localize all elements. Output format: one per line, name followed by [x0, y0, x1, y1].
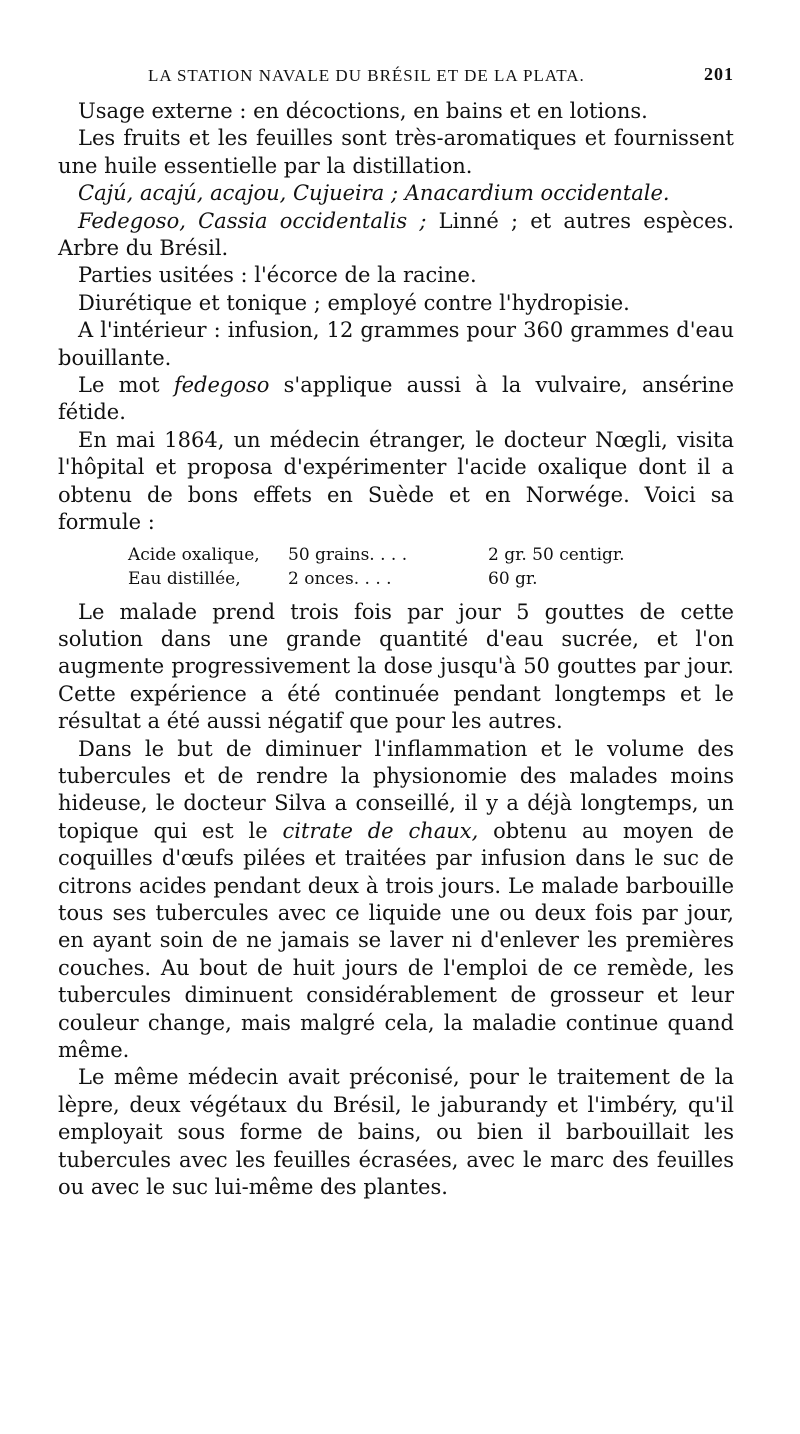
page-body — [58, 98, 734, 1201]
paragraph-text: Le même médecin avait préconisé, pour le traitement de la lèpre, deux végétaux du Brésil, le jaburandy et l'imbéry, qu'il employait sous forme de bains, ou bien il barbouillait les tubercules avec les feuilles écrasées, avec le marc des feuilles ou avec le suc lui-même des plantes. — [58, 1065, 734, 1200]
paragraph-text: Le malade prend trois fois par jour 5 gouttes de cette solution dans une grande quantité d'eau sucrée, et l'on augmente progressivement la dose jusqu'à 50 gouttes par jour. Cette expérience a été continuée pendant longtemps et le résultat a été aussi négatif que pour les autres. — [58, 599, 734, 734]
formula-quantity: 50 grains. . . . — [288, 544, 408, 565]
paragraph-text: A l'intérieur : infusion, 12 grammes pour 360 grammes d'eau bouillante. — [58, 318, 734, 370]
paragraph-text: Le mot — [78, 373, 174, 398]
plant-heading-fedegoso — [58, 208, 734, 263]
paragraph-text: obtenu au moyen de coquilles d'œufs pilées et traitées par infusion dans le suc de citrons acides pendant deux à trois jours. Le malade barbouille tous ses tubercules avec ce liquide une ou deux fois par jour, en ayant soin de ne jamais se laver ni d'enlever les premières couches. Au bout de huit jours de l'emploi de ce remède, les tubercules diminuent considérablement de grosseur et leur couleur change, mais malgré cela, la maladie continue quand même. — [58, 818, 735, 1062]
paragraph-text: Dans le but de diminuer l'inflammation et le volume des tubercules et de rendre la physionomie des malades moins hideuse, le docteur Silva a conseillé, il y a déjà longtemps, un topique qui est le — [58, 736, 734, 843]
paragraph-text: Les fruits et les feuilles sont très-aromatiques et fournissent une huile essentielle par la distillation. — [58, 126, 734, 178]
formula-table — [128, 543, 734, 591]
paragraph-text: s'applique aussi à la vulvaire, ansérine fétide. — [58, 373, 734, 425]
paragraph-noegli — [58, 427, 734, 537]
paragraph-diuretique — [58, 290, 734, 317]
paragraph-text: Diurétique et tonique ; employé contre l'hydropisie. — [78, 290, 630, 315]
paragraph-silva — [58, 736, 734, 1065]
plant-description: Linné ; et autres espèces. Arbre du Brésil. — [58, 208, 735, 261]
paragraph-fruits — [58, 125, 734, 180]
paragraph-text: En mai 1864, un médecin étranger, le docteur Nœgli, visita l'hôpital et proposa d'expérimenter l'acide oxalique dont il a obtenu de bons effets en Suède et en Norwége. Voici sa formule : — [58, 427, 734, 535]
paragraph-text: Usage externe : en décoctions, en bains et en lotions. — [78, 99, 648, 123]
paragraph-usage-externe — [58, 98, 734, 125]
plant-names: Cajú, acajú, acajou, Cujueira ; Anacardium occidentale. — [78, 181, 670, 206]
book-page — [58, 62, 734, 1201]
page-number: 201 — [704, 64, 734, 84]
italic-term: citrate de chaux, — [282, 818, 479, 843]
plant-heading-caju — [58, 180, 734, 207]
page-header — [58, 62, 734, 92]
formula-ingredient: Eau distillée, — [128, 568, 241, 589]
paragraph-lepre — [58, 1064, 734, 1201]
italic-term: fedegoso — [173, 373, 270, 398]
paragraph-malade-prend — [58, 599, 734, 736]
formula-row — [128, 567, 734, 591]
formula-row — [128, 543, 734, 567]
paragraph-parties — [58, 262, 734, 289]
formula-quantity: 2 onces. . . . — [288, 568, 392, 589]
formula-metric: 2 gr. 50 centigr. — [488, 544, 625, 565]
paragraph-mot-fedegoso — [58, 372, 734, 427]
formula-metric: 60 gr. — [488, 568, 538, 589]
formula-ingredient: Acide oxalique, — [128, 544, 260, 565]
plant-names: Fedegoso, Cassia occidentalis ; — [78, 208, 427, 233]
paragraph-text: Parties usitées : l'écorce de la racine. — [78, 263, 477, 288]
running-head: LA STATION NAVALE DU BRÉSIL ET DE LA PLATA. — [148, 66, 585, 85]
paragraph-interieur — [58, 317, 734, 372]
